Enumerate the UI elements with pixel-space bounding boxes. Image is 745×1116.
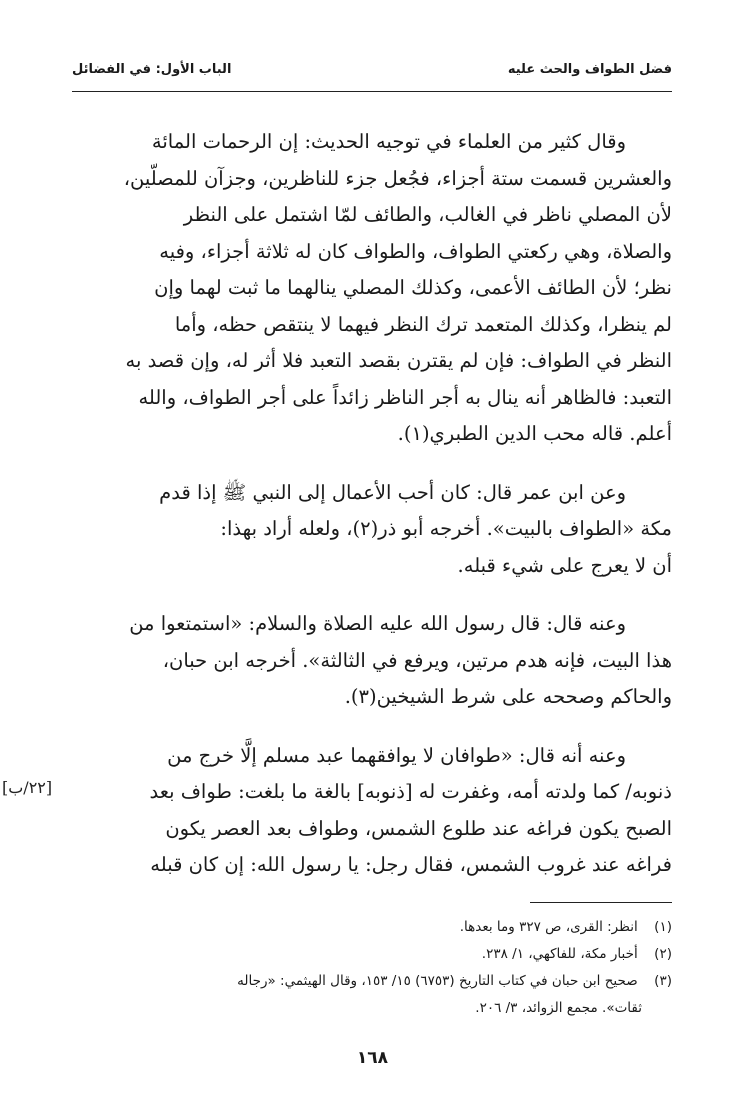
footnotes (72, 914, 672, 1022)
text-line: وقال كثير من العلماء في توجيه الحديث: إن الرحمات المائة (151, 130, 626, 153)
footnote-text: صحيح ابن حبان في كتاب التاريخ (٦٧٥٣) ١٥/ ١٥٣، وقال الهيثمي: «رجاله (237, 973, 638, 989)
footnote-number: (٣) (654, 973, 672, 989)
text-line: لم ينظرا، وكذلك المتعمد ترك النظر فيهما لا ينتقص حظه، وأما (174, 312, 672, 336)
footnote-text: أخبار مكة، للفاكهي، ١/ ٢٣٨. (481, 946, 638, 962)
running-header (72, 62, 672, 88)
text-line: والعشرين قسمت ستة أجزاء، فجُعل جزء للناظرين، وجزآن للمصلّين، (123, 166, 672, 190)
text-line: هذا البيت، فإنه هدم مرتين، ويرفع في الثالثة». أخرجه ابن حبان، (162, 648, 672, 672)
header-divider (72, 91, 672, 92)
footnote-continuation: ثقات». مجمع الزوائد، ٣/ ٢٠٦. (475, 1000, 642, 1016)
text-line: النظر في الطواف: فإن لم يقترن بقصد التعبد فلا أثر له، وإن قصد به (125, 349, 672, 372)
body-text (72, 124, 672, 906)
text-line: وعنه قال: قال رسول الله عليه الصلاة والسلام: «استمتعوا من (129, 612, 626, 635)
footnote (72, 968, 672, 995)
paragraph (72, 738, 672, 884)
text-line: أن لا يعرج على شيء قبله. (457, 553, 672, 577)
text-line: والحاكم وصححه على شرط الشيخين(٣). (344, 685, 672, 708)
text-line: ذنوبه/ كما ولدته أمه، وغفرت له [ذنوبه] بالغة ما بلغت: طواف بعد (149, 780, 672, 803)
paragraph (72, 606, 672, 716)
paragraph (72, 475, 672, 585)
text-line: نظر؛ لأن الطائف الأعمى، وكذلك المصلي ينالهما ما ثبت لهما وإن (154, 276, 672, 299)
text-line: الصبح يكون فراغه عند طلوع الشمس، وطواف بعد العصر يكون (165, 816, 672, 840)
text-line: أعلم. قاله محب الدين الطبري(١). (397, 422, 672, 445)
manuscript-folio-marker: [٢٢/ب] (2, 778, 53, 797)
part-title: الباب الأول: في الفضائل (72, 62, 232, 77)
footnote-number: (١) (654, 919, 672, 935)
text-line: فراغه عند غروب الشمس، فقال رجل: يا رسول الله: إن كان قبله (150, 853, 672, 876)
footnote (72, 941, 672, 968)
text-line: مكة «الطواف بالبيت». أخرجه أبو ذر(٢)، ولعله أراد بهذا: (220, 517, 672, 540)
footnote-divider (530, 902, 672, 903)
paragraph (72, 124, 672, 453)
page-number: ١٦٨ (356, 1048, 389, 1068)
text-line: التعبد: فالظاهر أنه ينال به أجر الناظر زائداً على أجر الطواف، والله (138, 385, 672, 409)
text-line: لأن المصلي ناظر في الغالب، والطائف لمّا اشتمل على النظر (183, 203, 672, 226)
text-line: وعن ابن عمر قال: كان أحب الأعمال إلى النبي ﷺ إذا قدم (159, 480, 626, 504)
footnote-number: (٢) (654, 946, 672, 962)
chapter-section-title: فضل الطواف والحث عليه (507, 62, 672, 77)
footnote (72, 914, 672, 941)
text-line: وعنه أنه قال: «طوافان لا يوافقهما عبد مسلم إلَّا خرج من (167, 743, 626, 767)
footnote-text: انظر: القرى، ص ٣٢٧ وما بعدها. (459, 919, 638, 935)
text-line: والصلاة، وهي ركعتي الطواف، والطواف كان له ثلاثة أجزاء، وفيه (159, 239, 672, 263)
